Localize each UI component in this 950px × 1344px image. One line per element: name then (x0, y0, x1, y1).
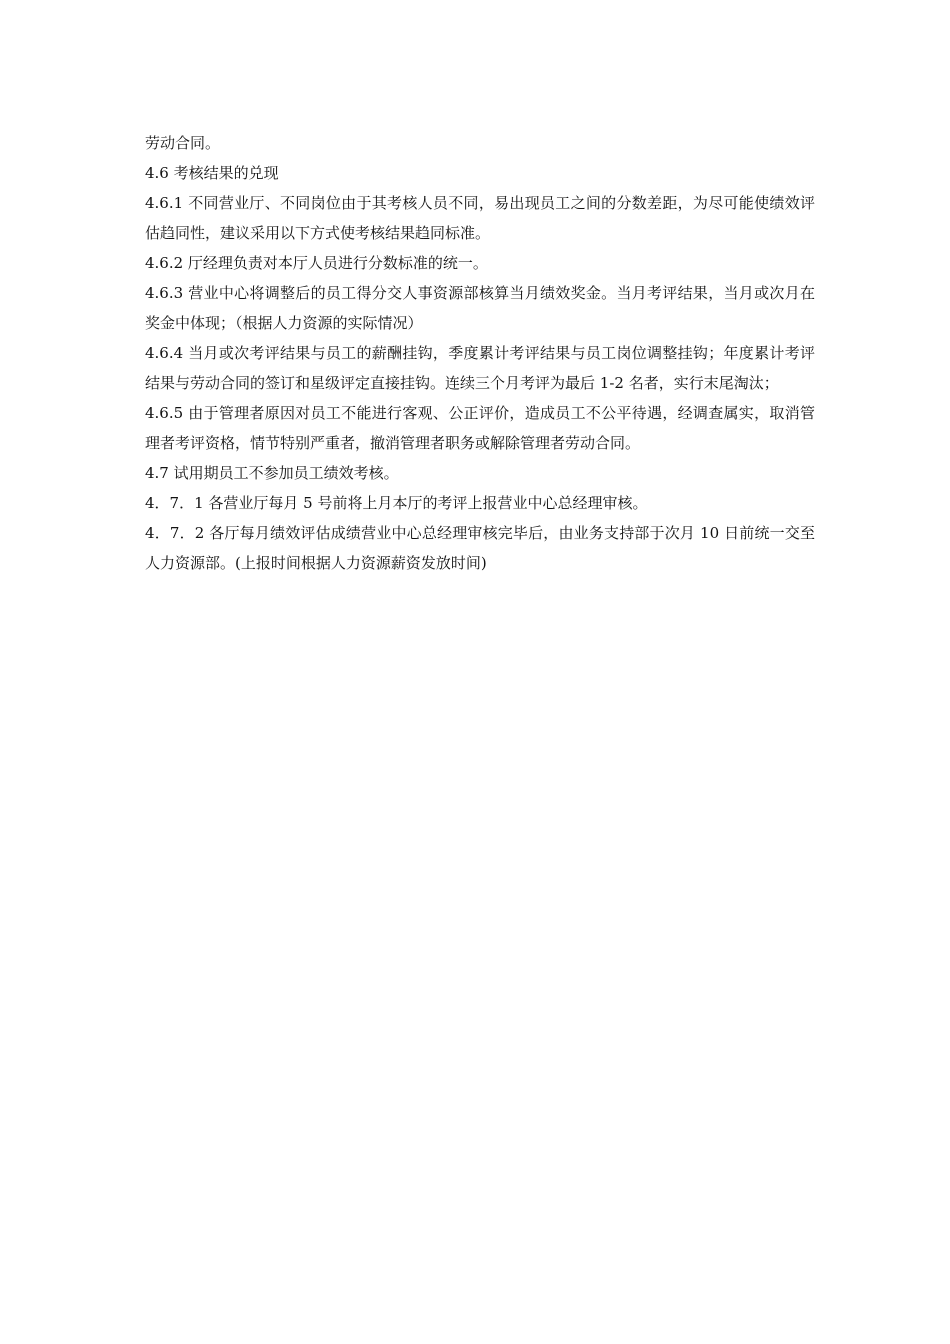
paragraph-4-7-1: 4．7．1 各营业厅每月 5 号前将上月本厅的考评上报营业中心总经理审核。 (145, 494, 648, 512)
paragraph-4-6-3: 4.6.3 营业中心将调整后的员工得分交人事资源部核算当月绩效奖金。当月考评结果，当月或次月在奖金中体现；（根据人力资源的实际情况） (145, 284, 815, 332)
paragraph-4-7: 4.7 试用期员工不参加员工绩效考核。 (145, 464, 399, 482)
section-heading-4-6: 4.6 考核结果的兑现 (145, 164, 279, 182)
paragraph-4-6-1: 4.6.1 不同营业厅、不同岗位由于其考核人员不同，易出现员工之间的分数差距，为尽可能使绩效评估趋同性，建议采用以下方式使考核结果趋同标准。 (145, 194, 815, 242)
paragraph-4-6-2: 4.6.2 厅经理负责对本厅人员进行分数标准的统一。 (145, 254, 488, 272)
paragraph-4-6-4: 4.6.4 当月或次考评结果与员工的薪酬挂钩，季度累计考评结果与员工岗位调整挂钩；年度累计考评结果与劳动合同的签订和星级评定直接挂钩。连续三个月考评为最后 1-2 名者，实行末尾淘汰； (145, 344, 815, 392)
paragraph-4-6-5: 4.6.5 由于管理者原因对员工不能进行客观、公正评价，造成员工不公平待遇，经调查属实，取消管理者考评资格，情节特别严重者，撤消管理者职务或解除管理者劳动合同。 (145, 404, 815, 452)
document-body (145, 128, 815, 578)
paragraph-4-7-2: 4．7．2 各厅每月绩效评估成绩营业中心总经理审核完毕后，由业务支持部于次月 10 日前统一交至人力资源部。(上报时间根据人力资源薪资发放时间) (145, 524, 815, 572)
paragraph-continuation: 劳动合同。 (145, 134, 221, 152)
